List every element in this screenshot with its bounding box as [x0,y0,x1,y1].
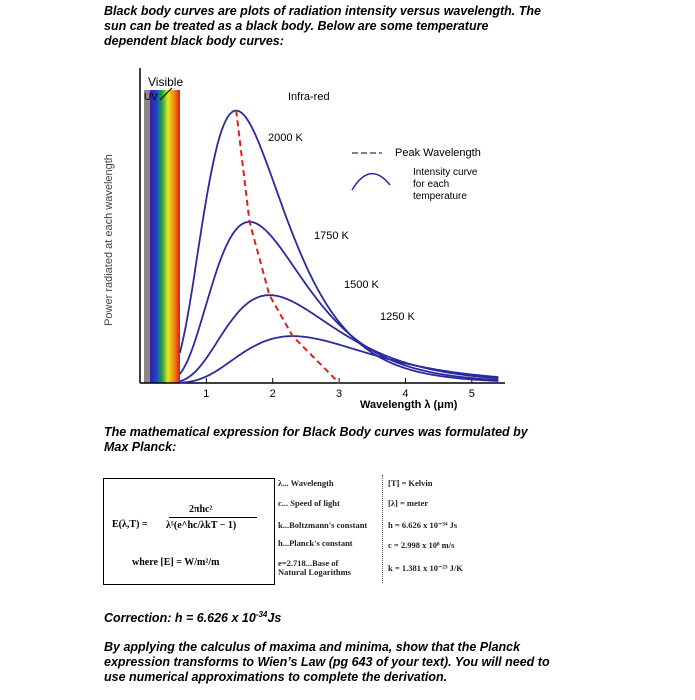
glossary-item: c... Speed of light [278,498,340,508]
glossary-item: [T] = Kelvin [388,478,433,488]
formula-numerator: 2πhc² [189,504,213,515]
y-axis-label: Power radiated at each wavelength [103,154,115,326]
x-ticks [203,378,475,400]
x-tick-label: 5 [468,388,475,400]
symbol-glossary [276,470,496,590]
glossary-item: k...Boltzmann's constant [278,520,368,530]
formula-intro [104,425,604,455]
planck-formula-box [103,478,275,585]
blackbody-chart [100,60,530,415]
formula-units: where [E] = W/m²/m [132,557,220,568]
glossary-item: h...Planck's constant [278,538,353,548]
legend-curve-line: temperature [413,191,467,202]
correction-exponent: -34 [255,610,268,619]
correction-prefix: Correction: h = 6.626 x 10 [104,611,256,626]
series-label-1750k: 1750 K [314,230,349,242]
curve-1500k [180,295,499,381]
formula-lhs: E(λ,T) = [112,519,148,530]
intro-line: Black body curves are plots of radiation intensity versus wavelength. The [104,4,541,18]
x-tick-label: 4 [402,388,409,400]
glossary-item: λ... Wavelength [278,478,334,488]
correction-line [104,607,604,626]
glossary-item: [λ] = meter [388,498,429,508]
formula-intro-line: The mathematical expression for Black Body curves was formulated by [104,425,528,439]
legend-peak-label: Peak Wavelength [395,147,481,159]
legend-curve-line: for each [413,179,450,190]
correction-suffix: Js [267,611,282,626]
glossary-item: k = 1.381 x 10⁻²³ J/K [388,563,463,573]
legend-curve-swatch [352,174,390,190]
series-label-1500k: 1500 K [344,279,379,291]
final-instructions [104,640,604,685]
x-tick-label: 1 [203,388,210,400]
visible-label: Visible [148,75,184,89]
peak-wavelength-line [236,111,339,384]
intro-line: sun can be treated as a black body. Below are some temperature [104,19,489,33]
formula-intro-line: Max Planck: [104,440,177,454]
formula-denominator: λ⁵(e^hc/λkT − 1) [166,520,237,531]
legend-curve-line: Intensity curve [413,167,478,178]
infrared-label: Infra-red [288,91,330,103]
x-tick-label: 3 [336,388,343,400]
series-label-1250k: 1250 K [380,311,415,323]
final-line: use numerical approximations to complete the derivation. [104,670,448,684]
curve-1750k [180,222,499,380]
uv-band [144,90,150,383]
final-line: expression transforms to Wien’s Law (pg 643 of your text). You will need to [104,655,550,669]
visible-spectrum-band [150,90,180,383]
final-line: By applying the calculus of maxima and minima, show that the Planck [104,640,521,654]
x-axis-label: Wavelength λ (μm) [360,399,458,411]
intro-paragraph [104,4,604,49]
intro-line: dependent black body curves: [104,34,284,48]
glossary-item: h = 6.626 x 10⁻³⁴ Js [388,520,458,530]
glossary-item: Natural Logarithms [278,567,351,577]
series-label-2000k: 2000 K [268,132,303,144]
x-tick-label: 2 [269,388,276,400]
glossary-item: e=2.718...Base of [278,558,339,568]
fraction-bar [169,517,257,518]
glossary-item: c = 2.998 x 10⁸ m/s [388,540,455,550]
glossary-divider [382,475,383,583]
uv-label: UV [144,92,158,103]
